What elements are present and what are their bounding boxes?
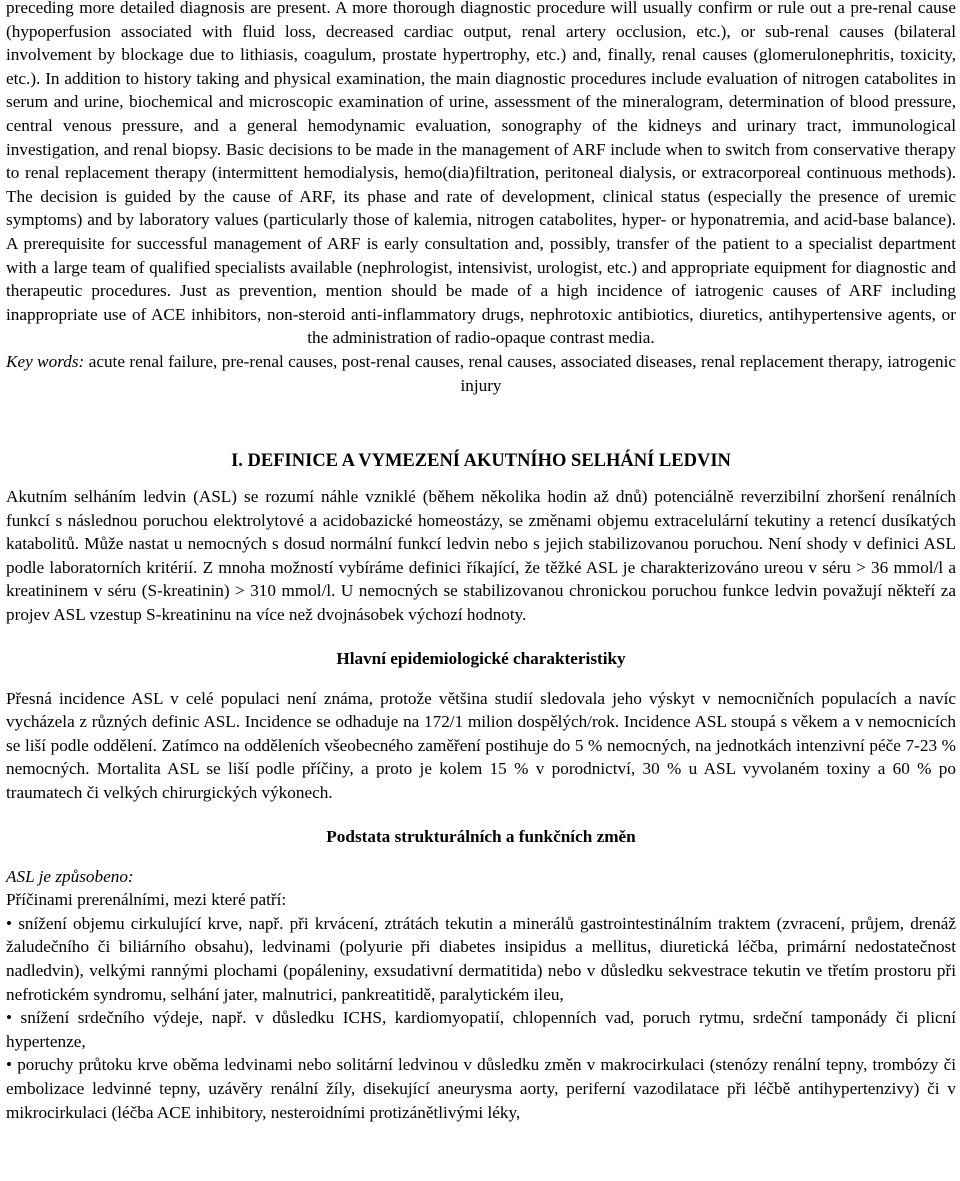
epidemiology-paragraph: Přesná incidence ASL v celé populaci není známa, protože většina studií sledovala jeho výskyt v nemocničních populacích a navíc vycházela z různých definic ASL. Incidence se odhaduje na 172/1 milion dospělých/rok. Incidence ASL stoupá s věkem a v nemocnicích se liší podle oddělení. Zatímco na odděleních všeobecného zaměření postihuje do 5 % nemocných, na jednotkách intenzivní péče 7-23 % nemocných. Mortalita ASL se liší podle příčiny, a proto je kolem 15 % v porodnictví, 30 % u ASL vyvolaném toxiny a 60 % po traumatech či velkých chirurgických výkonech. [6,688,956,803]
definition-paragraph: Akutním selháním ledvin (ASL) se rozumí náhle vzniklé (během několika hodin až dnů) potenciálně reverzibilní zhoršení renálních funkcí s následnou poruchou elektrolytové a acidobazické homeostázy, se změnami objemu extracelulární tekutiny a retencí dusíkatých katabolitů. Může nastat u nemocných s dosud normální funkcí ledvin nebo s jejich stabilizovanou poruchou. Není shody v definici ASL podle laboratorních kritérií. Z mnoha možností vybíráme definici říkající, že těžké ASL je charakterizováno ureou v séru > 36 mmol/l a kreatininem v séru (S-kreatinin) > 310 mmol/l. U nemocných se stabilizovanou chronickou poruchou funkce ledvin považují někteří za projev ASL vzestup S-kreatininu na více než dvojnásobek výchozí hodnoty. [6,487,956,625]
caused-label: ASL je způsobeno: [6,866,134,886]
english-abstract [6,0,956,397]
section-heading-definition: I. DEFINICE A VYMEZENÍ AKUTNÍHO SELHÁNÍ LEDVIN [231,451,731,472]
abstract-text: preceding more detailed diagnosis are present. A more thorough diagnostic procedure will usually confirm or rule out a pre-renal cause (hypoperfusion associated with fluid loss, decreased cardiac output, renal artery occlusion, etc.), or sub-renal causes (bilateral involvement by blockage due to lithiasis, coagulum, prostate hypertrophy, etc.) and, finally, renal causes (glomerulonephritis, toxicity, etc.). In addition to history taking and physical examination, the main diagnostic procedures include evaluation of nitrogen catabolites in serum and urine, biochemical and microscopic examination of urine, assessment of the mineralogram, determination of blood pressure, central venous pressure, and a general hemodynamic evaluation, sonography of the kidneys and urinary tract, immunological investigation, and renal biopsy. Basic decisions to be made in the management of ARF include when to switch from conservative therapy to renal replacement therapy (intermittent hemodialysis, hemo(dia)filtration, peritoneal dialysis, or extracorporeal continuous methods). The decision is guided by the cause of ARF, its phase and rate of development, clinical status (especially the presence of uremic symptoms) and by laboratory values (particularly those of kalemia, nitrogen catabolites, hyper- or hyponatremia, and acid-base balance). A prerequisite for successful management of ARF is early consultation and, possibly, transfer of the patient to a specialist department with a large team of qualified specialists available (nephrologist, intensivist, urologist, etc.) and appropriate equipment for diagnostic and therapeutic procedures. Just as prevention, mention should be made of a high incidence of iatrogenic causes of ARF including inappropriate use of ACE inhibitors, non-steroid anti-inflammatory drugs, nephrotoxic antibiotics, diuretics, antihypertensive agents, or the administration of radio-opaque contrast media. [6,0,956,348]
document-page [6,0,956,1124]
section-heading-epidemiology: Hlavní epidemiologické charakteristiky [336,648,626,668]
bullet-item: • snížení objemu cirkulující krve, např. při krvácení, ztrátách tekutin a minerálů gastrointestinálním traktem (zvracení, průjem, drenáž žaludečního či biliárního obsahu), ledvinami (polyurie při diabetes insipidus a mellitus, diuretická léčba, primární nedostatečnost nadledvin), velkými rannými plochami (popáleniny, exsudativní dermatitida) nebo v důsledku sekvestrace tekutin ve třetím prostoru při nefrotickém syndromu, selhání jater, malnutrici, pankreatitidě, paralytickém ileu, [6,913,956,1004]
bullet-item: • poruchy průtoku krve oběma ledvinami nebo solitární ledvinou v důsledku změn v makrocirkulaci (stenózy renální tepny, trombózy či embolizace ledvinné tepny, uzávěry renální žíly, disekující aneurysma aorty, periferní vazodilatace při léčbě antihypertenzivy) či v mikrocirkulaci (léčba ACE inhibitory, nesteroidními protizánětlivými léky, [6,1055,956,1122]
keywords-text: acute renal failure, pre-renal causes, post-renal causes, renal causes, associated diseases, renal replacement therapy, iatrogenic injury [88,351,957,395]
keywords-label: Key words: [6,351,85,371]
keywords-line [6,350,956,397]
section-heading-changes: Podstata strukturálních a funkčních změn [326,826,636,846]
bullet-item: • snížení srdečního výdeje, např. v důsledku ICHS, kardiomyopatií, chlopenních vad, poruch rytmu, srdeční tamponády či plicní hypertenze, [6,1008,956,1051]
prerenal-label: Příčinami prerenálními, mezi které patří: [6,890,287,910]
